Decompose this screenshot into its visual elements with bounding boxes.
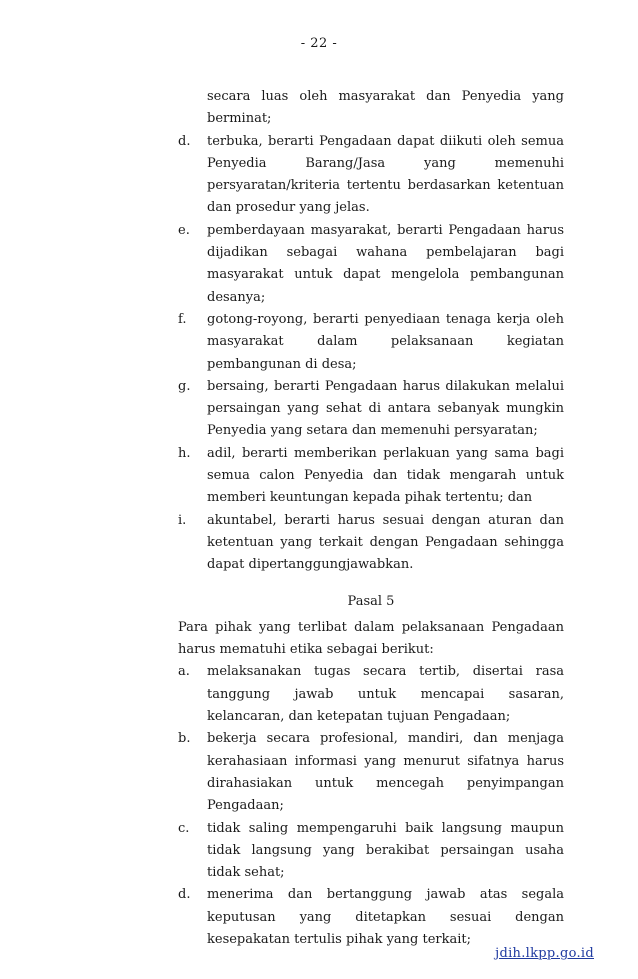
list-item-g [178,376,564,443]
list-text: bersaing, berarti Pengadaan harus dilakukan melalui persaingan yang sehat di antara sebanyak mungkin Penyedia yang setara dan memenuhi persyaratan; [207,378,564,439]
article-heading: Pasal 5 [347,593,395,609]
list-label: i. [178,512,187,528]
list-text: melaksanakan tugas secara tertib, disertai rasa tanggung jawab untuk mencapai sasaran, kelancaran, dan ketepatan tujuan Pengadaan; [207,664,564,725]
list-text: terbuka, berarti Pengadaan dapat diikuti oleh semua Penyedia Barang/Jasa yang memenuhi persyaratan/kriteria tertentu berdasarkan ketentuan dan prosedur yang jelas. [207,133,564,216]
list-item-e [178,220,564,309]
list-text: bekerja secara profesional, mandiri, dan menjaga kerahasiaan informasi yang menurut sifatnya harus dirahasiakan untuk mencegah penyimpangan Pengadaan; [207,731,564,814]
list-label: h. [178,445,191,461]
list-item-a [178,661,564,728]
list-label: e. [178,222,190,238]
list-text: gotong-royong, berarti penyediaan tenaga kerja oleh masyarakat dalam pelaksanaan kegiatan pembangunan di desa; [207,311,564,372]
list-item-d2 [178,884,564,951]
list-text: pemberdayaan masyarakat, berarti Pengadaan harus dijadikan sebagai wahana pembelajaran bagi masyarakat untuk dapat mengelola pembangunan desanya; [207,222,564,305]
list-item-h [178,443,564,510]
list-text: adil, berarti memberikan perlakuan yang sama bagi semua calon Penyedia dan tidak mengarah untuk memberi keuntungan kepada pihak tertentu; dan [207,445,564,506]
list-text: menerima dan bertanggung jawab atas segala keputusan yang ditetapkan sesuai dengan kesepakatan tertulis pihak yang terkait; [207,887,564,947]
list-label: d. [178,133,191,149]
list-label: d. [178,887,191,903]
body-text [178,86,564,951]
list-item-i [178,510,564,577]
list-label: c. [178,820,190,836]
list-label: f. [178,311,187,327]
list-item-f [178,309,564,376]
list-label: a. [178,664,190,680]
source-link[interactable]: jdih.lkpp.go.id [495,946,594,961]
list-text: tidak saling mempengaruhi baik langsung maupun tidak langsung yang berakibat persaingan usaha tidak sehat; [207,820,564,881]
list-label: b. [178,731,191,747]
page-number: - 22 - [300,36,338,51]
list-item-d [178,131,564,220]
list-item-b [178,728,564,817]
article-intro: Para pihak yang terlibat dalam pelaksanaan Pengadaan harus mematuhi etika sebagai berikut: [178,619,564,658]
continuation-text: secara luas oleh masyarakat dan Penyedia yang berminat; [207,89,564,127]
list-item-c [178,818,564,885]
list-text: akuntabel, berarti harus sesuai dengan aturan dan ketentuan yang terkait dengan Pengadaan sehingga dapat dipertanggungjawabkan. [207,512,564,573]
list-label: g. [178,378,191,394]
